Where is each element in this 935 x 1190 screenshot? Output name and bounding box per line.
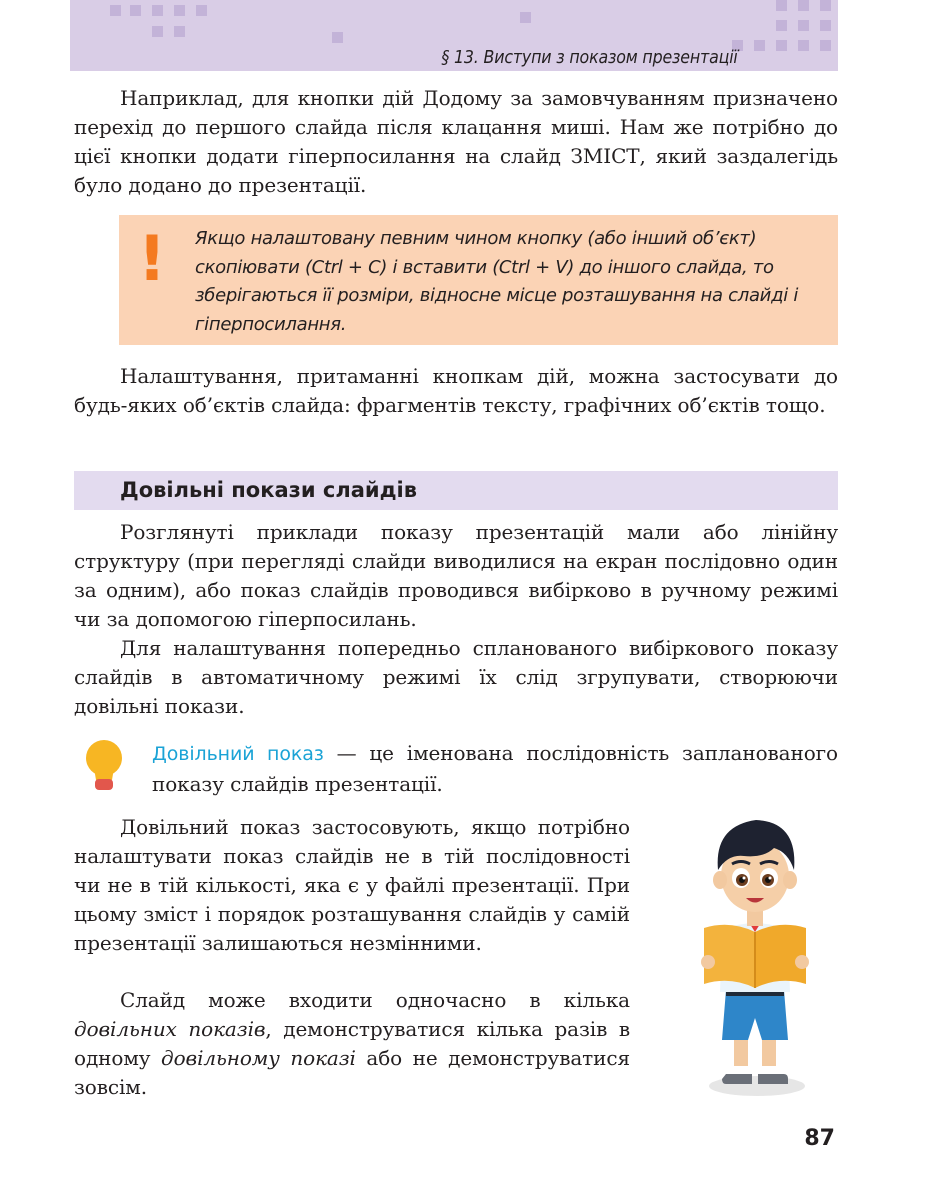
paragraph-5: Довільний показ застосовують, якщо потрібно налаштувати показ слайдів не в тій послідовності чи не в тій кількості, яка є у файлі презентації. При цьому зміст і порядок розташування слайдів у самій презентації залишаються незмінними.	[74, 815, 630, 955]
section-heading-bar	[74, 471, 838, 510]
definition-text: — це іменована послідовність запланованого показу слайдів презентації.	[152, 741, 838, 796]
section-title: Довільні покази слайдів	[120, 478, 418, 502]
header-band	[70, 0, 838, 71]
definition-term: Довільний показ	[152, 743, 324, 765]
lightbulb-icon	[84, 740, 124, 792]
paragraph-2: Налаштування, притаманні кнопкам дій, можна застосувати до будь-яких об’єктів слайда: фрагментів тексту, графічних об’єктів тощо.	[74, 364, 838, 417]
note-box	[119, 215, 838, 345]
paragraph-4: Для налаштування попередньо спланованого вибіркового показу слайдів в автоматичному режимі їх слід згрупувати, створюючи довільні покази.	[74, 636, 838, 718]
exclamation-icon: !	[137, 222, 167, 295]
paragraph-6: Слайд може входити одночасно в кілька довільних показів, демонструватися кілька разів в одному довільному показі або не демонструватися зовсім.	[74, 988, 630, 1099]
note-text: Якщо налаштовану певним чином кнопку (або інший об’єкт) скопіювати (Ctrl + C) і вставити (Ctrl + V) до іншого слайда, то зберігаються її розміри, відносне місце розташування на слайді і гіперпосилання.	[195, 228, 799, 335]
emphasis-term: довільних показів	[74, 1017, 266, 1041]
paragraph-3: Розглянуті приклади показу презентацій мали або лінійну структуру (при перегляді слайди виводилися на екран послідовно один за одним), або показ слайдів проводився вибірково в ручному режимі чи за допомогою гіперпосилань.	[74, 520, 838, 631]
running-head: § 13. Виступи з показом презентації	[441, 47, 738, 68]
emphasis-term: довільному показі	[161, 1046, 356, 1070]
page-number: 87	[804, 1126, 835, 1151]
boy-reading-illustration	[690, 812, 820, 1102]
paragraph-1: Наприклад, для кнопки дій Додому за замовчуванням призначено перехід до першого слайда після клацання миші. Нам же потрібно до цієї кнопки додати гіперпосилання на слайд ЗМІСТ, який заздалегідь було додано до презентації.	[74, 86, 838, 197]
definition	[152, 738, 838, 799]
